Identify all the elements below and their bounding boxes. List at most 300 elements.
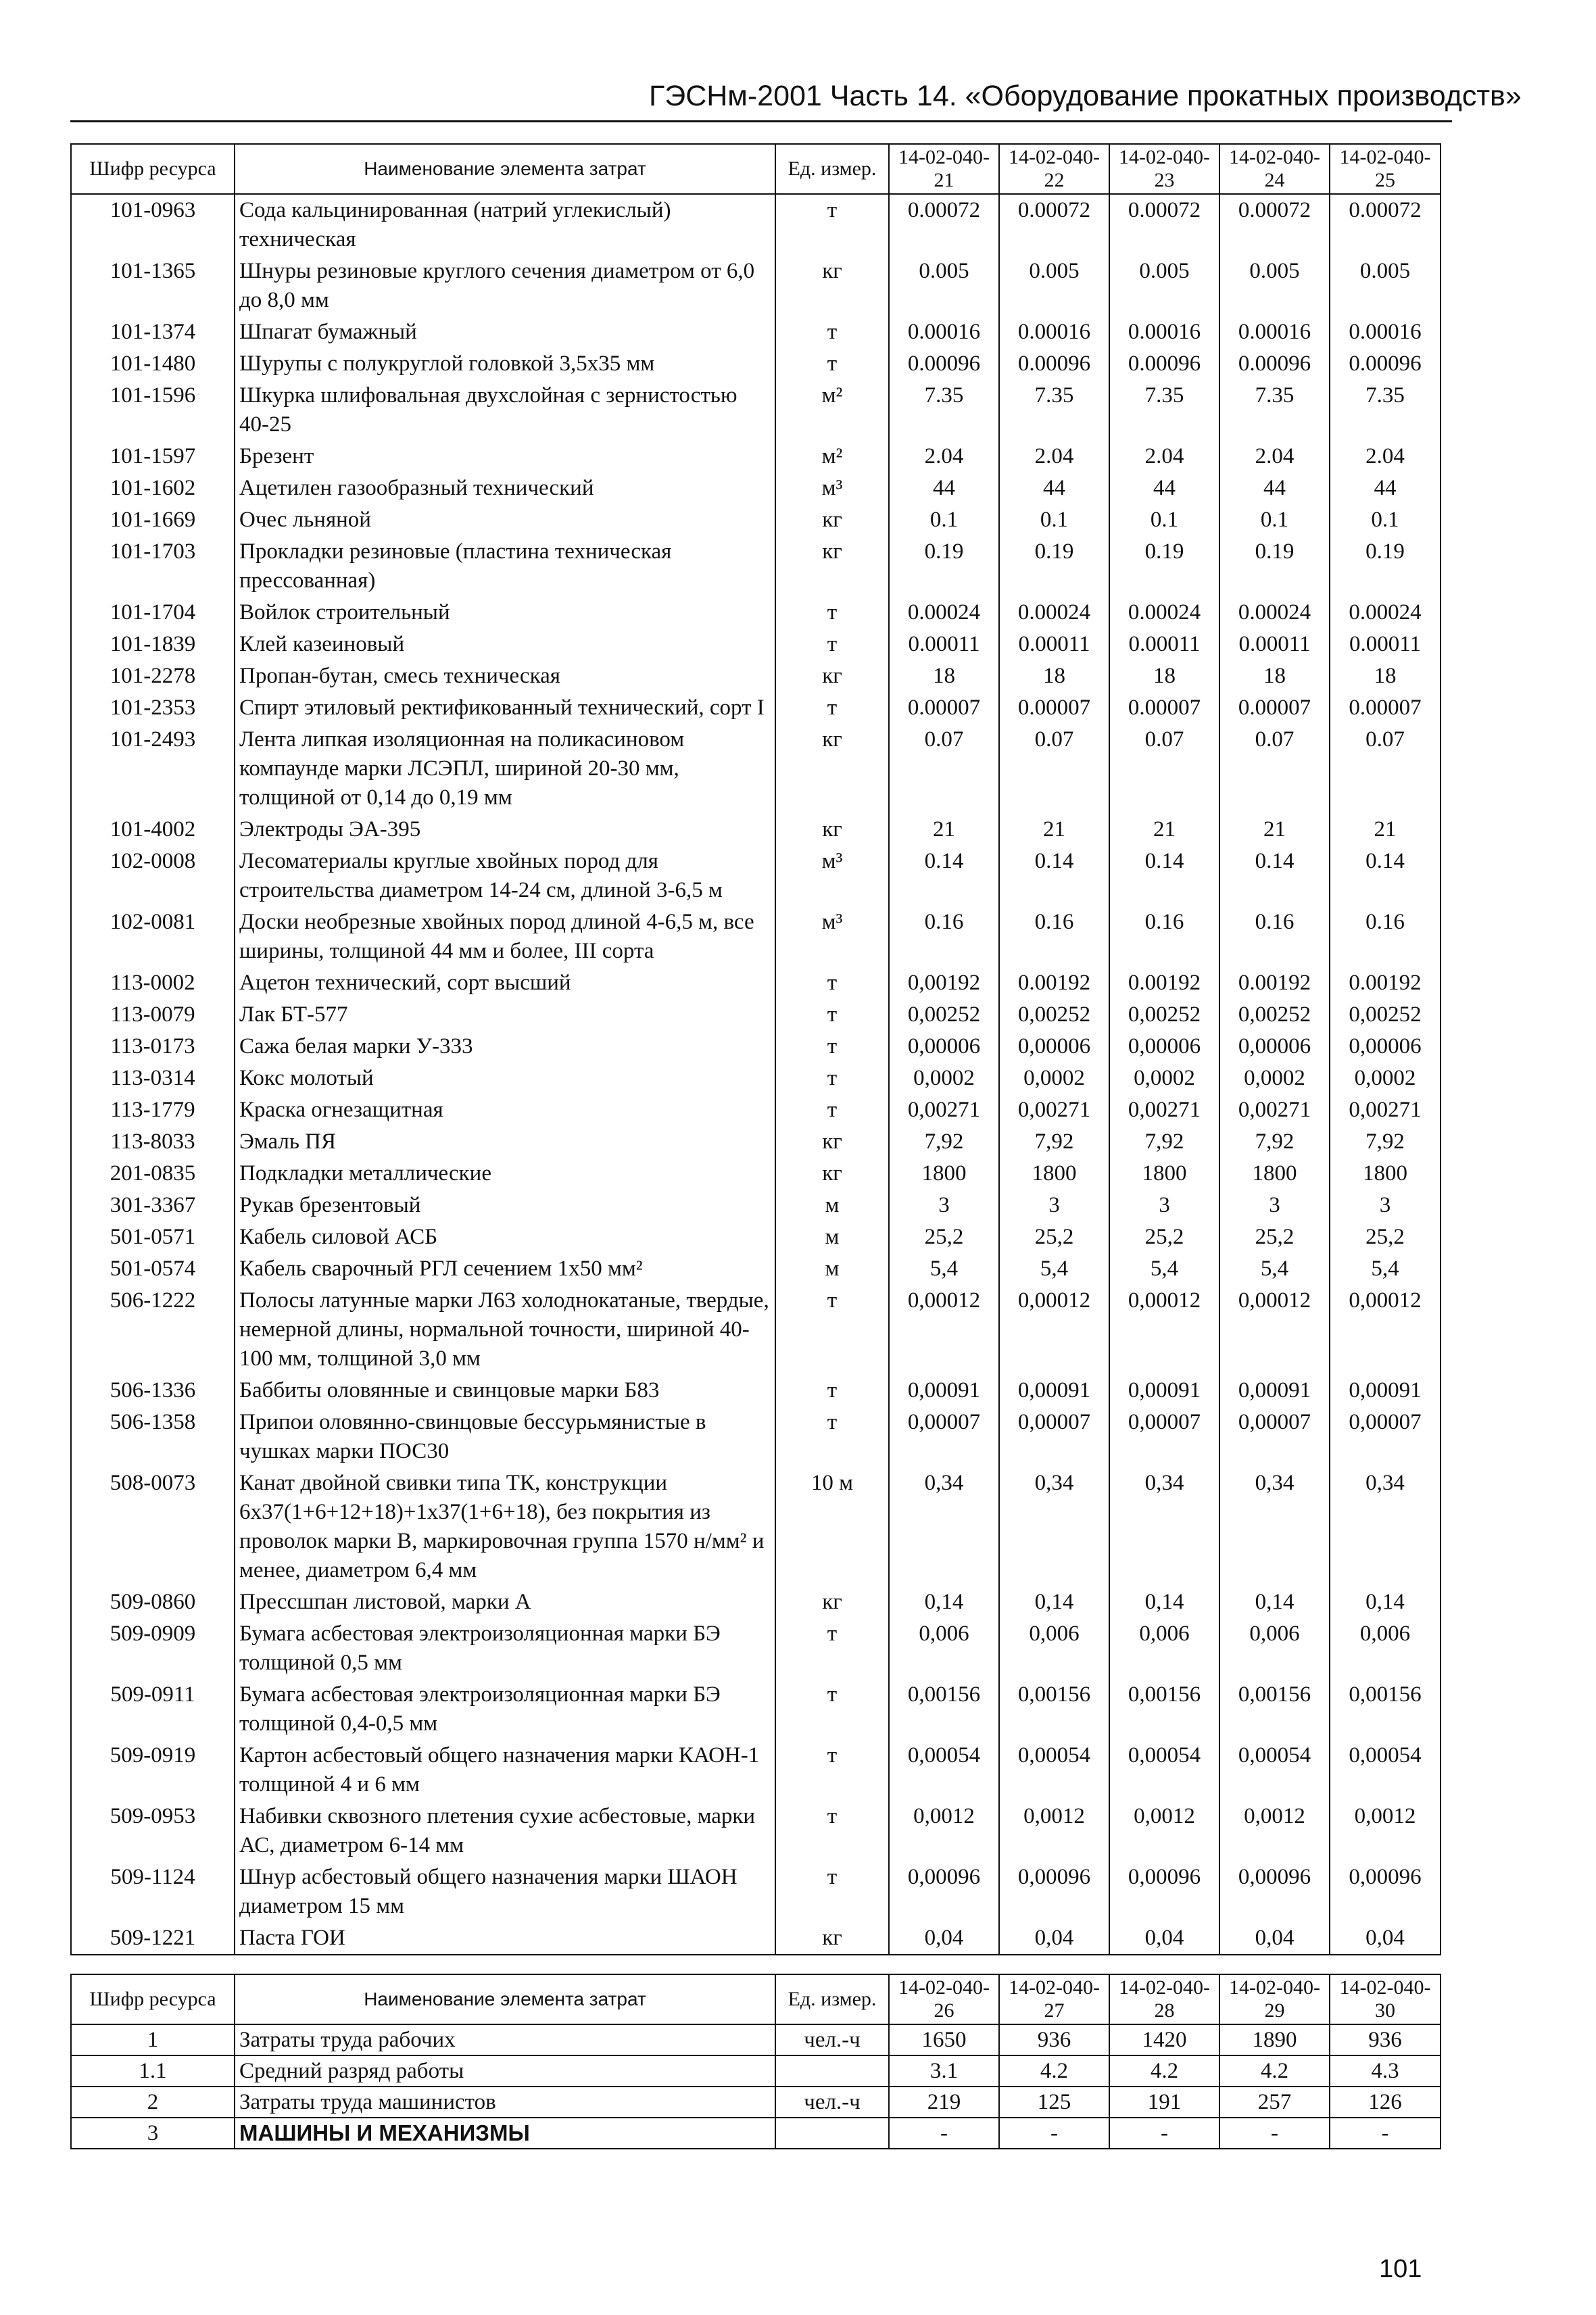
value-col-5: 0,00012: [1330, 1285, 1441, 1375]
resource-unit: кг: [775, 1126, 889, 1158]
value-col-1: 0.00011: [889, 629, 999, 660]
resource-unit: т: [775, 1375, 889, 1407]
value-col-1: 0,00012: [889, 1285, 999, 1375]
value-col-5: 0.19: [1330, 536, 1441, 597]
value-col-2: 0.00096: [999, 348, 1109, 380]
value-col-2: 25,2: [999, 1221, 1109, 1253]
resource-name: Паста ГОИ: [235, 1922, 775, 1955]
resource-name: Шнур асбестовый общего назначения марки ШАОН диаметром 15 мм: [235, 1861, 775, 1922]
resource-name: Клей казеиновый: [235, 629, 775, 660]
resource-code: 101-1602: [71, 472, 235, 504]
header-code: Шифр ресурса: [71, 1974, 235, 2024]
value-col-3: 0.005: [1109, 255, 1219, 316]
value-col-3: 0,0012: [1109, 1801, 1219, 1861]
resource-code: 101-2278: [71, 660, 235, 692]
value-col-5: 1800: [1330, 1158, 1441, 1190]
value-col-4: 0,006: [1219, 1618, 1330, 1679]
table-row: [71, 724, 1441, 814]
value-col-5: 7.35: [1330, 380, 1441, 441]
resource-code: 301-3367: [71, 1190, 235, 1221]
value-col-2: 0.19: [999, 536, 1109, 597]
value-col-1: 0,0012: [889, 1801, 999, 1861]
resource-unit: т: [775, 1801, 889, 1861]
table-row: [71, 1922, 1441, 1955]
value-col-4: 0,00096: [1219, 1861, 1330, 1922]
value-col-5: 44: [1330, 472, 1441, 504]
value-col-1: 0,04: [889, 1922, 999, 1955]
resource-code: 3: [71, 2118, 235, 2149]
value-col-5: 0.00192: [1330, 967, 1441, 999]
value-col-2: 5,4: [999, 1253, 1109, 1285]
value-col-4: 0.00016: [1219, 316, 1330, 348]
value-col-2: 0,00091: [999, 1375, 1109, 1407]
table-row: [71, 380, 1441, 441]
resource-name: Шурупы с полукруглой головкой 3,5х35 мм: [235, 348, 775, 380]
table-row: [71, 1586, 1441, 1618]
value-col-4: 0,00252: [1219, 999, 1330, 1031]
value-col-2: 0.00011: [999, 629, 1109, 660]
value-col-3: 0.00011: [1109, 629, 1219, 660]
value-col-4: 0.1: [1219, 504, 1330, 536]
value-col-3: 0,00252: [1109, 999, 1219, 1031]
resource-name: Набивки сквозного плетения сухие асбестовые, марки АС, диаметром 6-14 мм: [235, 1801, 775, 1861]
value-col-1: 3: [889, 1190, 999, 1221]
value-col-3: 1800: [1109, 1158, 1219, 1190]
value-col-4: 7,92: [1219, 1126, 1330, 1158]
header-name: Наименование элемента затрат: [235, 1974, 775, 2024]
resource-unit: т: [775, 1094, 889, 1126]
header-col-1: 14-02-040-26: [889, 1974, 999, 2024]
resource-unit: 10 м: [775, 1467, 889, 1586]
value-col-2: 0,00012: [999, 1285, 1109, 1375]
resource-code: 509-0953: [71, 1801, 235, 1861]
value-col-2: 18: [999, 660, 1109, 692]
value-col-1: 25,2: [889, 1221, 999, 1253]
value-col-1: 0,006: [889, 1618, 999, 1679]
value-col-4: 257: [1219, 2087, 1330, 2118]
value-col-5: 0.14: [1330, 846, 1441, 906]
resource-unit: т: [775, 692, 889, 724]
value-col-4: 0.00192: [1219, 967, 1330, 999]
value-col-5: 0,00091: [1330, 1375, 1441, 1407]
value-col-4: 0.00011: [1219, 629, 1330, 660]
value-col-4: 0,00156: [1219, 1679, 1330, 1740]
value-col-2: 0,34: [999, 1467, 1109, 1586]
resource-code: 508-0073: [71, 1467, 235, 1586]
table-row: [71, 1221, 1441, 1253]
resource-code: 1.1: [71, 2055, 235, 2087]
value-col-1: 0,00091: [889, 1375, 999, 1407]
resource-unit: т: [775, 629, 889, 660]
resource-name: Электроды ЭА-395: [235, 814, 775, 846]
value-col-3: 25,2: [1109, 1221, 1219, 1253]
resource-name: Бумага асбестовая электроизоляционная марки БЭ толщиной 0,4-0,5 мм: [235, 1679, 775, 1740]
value-col-1: 0,00007: [889, 1407, 999, 1467]
resource-code: 101-0963: [71, 194, 235, 255]
resource-code: 113-1779: [71, 1094, 235, 1126]
header-col-5: 14-02-040-25: [1330, 144, 1441, 194]
value-col-5: 0,00252: [1330, 999, 1441, 1031]
resource-name: Полосы латунные марки Л63 холоднокатаные, твердые, немерной длины, нормальной точности, шириной 40-100 мм, толщиной 3,0 мм: [235, 1285, 775, 1375]
value-col-2: 21: [999, 814, 1109, 846]
table-row: [71, 2055, 1441, 2087]
value-col-5: 0,00007: [1330, 1407, 1441, 1467]
value-col-2: 0,0012: [999, 1801, 1109, 1861]
resource-code: 101-1597: [71, 441, 235, 472]
resource-name: Баббиты оловянные и свинцовые марки Б83: [235, 1375, 775, 1407]
value-col-3: 0,14: [1109, 1586, 1219, 1618]
value-col-2: 2.04: [999, 441, 1109, 472]
value-col-2: 1800: [999, 1158, 1109, 1190]
resource-code: 101-1704: [71, 597, 235, 629]
resource-name: МАШИНЫ И МЕХАНИЗМЫ: [235, 2118, 775, 2149]
value-col-5: 0,00271: [1330, 1094, 1441, 1126]
resource-name: Рукав брезентовый: [235, 1190, 775, 1221]
value-col-3: 0.07: [1109, 724, 1219, 814]
value-col-2: 936: [999, 2024, 1109, 2055]
table-row: [71, 1031, 1441, 1063]
value-col-1: 2.04: [889, 441, 999, 472]
resource-code: 2: [71, 2087, 235, 2118]
table-row: [71, 255, 1441, 316]
value-col-2: 125: [999, 2087, 1109, 2118]
value-col-1: 7,92: [889, 1126, 999, 1158]
header-col-3: 14-02-040-23: [1109, 144, 1219, 194]
resource-unit: м: [775, 1221, 889, 1253]
value-col-1: 0,34: [889, 1467, 999, 1586]
resource-unit: м²: [775, 441, 889, 472]
value-col-3: 0.00192: [1109, 967, 1219, 999]
value-col-5: 0.16: [1330, 906, 1441, 967]
table-row: [71, 1740, 1441, 1801]
resource-name: Шнуры резиновые круглого сечения диаметром от 6,0 до 8,0 мм: [235, 255, 775, 316]
resource-name: Бумага асбестовая электроизоляционная марки БЭ толщиной 0,5 мм: [235, 1618, 775, 1679]
value-col-5: 25,2: [1330, 1221, 1441, 1253]
value-col-2: 0.00024: [999, 597, 1109, 629]
value-col-5: 0.00072: [1330, 194, 1441, 255]
value-col-4: 0.00072: [1219, 194, 1330, 255]
resource-unit: т: [775, 1861, 889, 1922]
header-col-4: 14-02-040-29: [1219, 1974, 1330, 2024]
table-row: [71, 1063, 1441, 1094]
value-col-4: 44: [1219, 472, 1330, 504]
value-col-3: 0,00006: [1109, 1031, 1219, 1063]
value-col-3: 0,00054: [1109, 1740, 1219, 1801]
value-col-3: 0.00096: [1109, 348, 1219, 380]
table-row: [71, 1126, 1441, 1158]
value-col-4: 0,0002: [1219, 1063, 1330, 1094]
resource-unit: чел.-ч: [775, 2024, 889, 2055]
resource-name: Очес льняной: [235, 504, 775, 536]
value-col-3: 44: [1109, 472, 1219, 504]
value-col-3: 0.16: [1109, 906, 1219, 967]
resource-name: Кокс молотый: [235, 1063, 775, 1094]
value-col-1: -: [889, 2118, 999, 2149]
table-row: [71, 660, 1441, 692]
resource-unit: кг: [775, 724, 889, 814]
resource-name: Сода кальцинированная (натрий углекислый) техническая: [235, 194, 775, 255]
resource-code: 101-1374: [71, 316, 235, 348]
resource-code: 509-0911: [71, 1679, 235, 1740]
value-col-4: 0,00091: [1219, 1375, 1330, 1407]
resource-code: 101-2353: [71, 692, 235, 724]
value-col-3: 0,04: [1109, 1922, 1219, 1955]
resource-name: Прокладки резиновые (пластина техническая прессованная): [235, 536, 775, 597]
value-col-2: 0.00072: [999, 194, 1109, 255]
resource-name: Затраты труда машинистов: [235, 2087, 775, 2118]
value-col-2: 3: [999, 1190, 1109, 1221]
value-col-5: 0,04: [1330, 1922, 1441, 1955]
resource-name: Кабель силовой АСБ: [235, 1221, 775, 1253]
value-col-1: 0.00072: [889, 194, 999, 255]
value-col-1: 0.19: [889, 536, 999, 597]
value-col-3: 0.00024: [1109, 597, 1219, 629]
value-col-1: 0,00271: [889, 1094, 999, 1126]
value-col-2: -: [999, 2118, 1109, 2149]
resource-name: Брезент: [235, 441, 775, 472]
resource-code: 113-0079: [71, 999, 235, 1031]
value-col-3: 1420: [1109, 2024, 1219, 2055]
resource-name: Лак БТ-577: [235, 999, 775, 1031]
header-col-1: 14-02-040-21: [889, 144, 999, 194]
value-col-1: 0.1: [889, 504, 999, 536]
page-number: 101: [1379, 2255, 1422, 2283]
resource-name: Войлок строительный: [235, 597, 775, 629]
value-col-5: 0,34: [1330, 1467, 1441, 1586]
resource-code: 506-1336: [71, 1375, 235, 1407]
table-header-row: [71, 1974, 1441, 2024]
resource-code: 113-0173: [71, 1031, 235, 1063]
resource-code: 509-0919: [71, 1740, 235, 1801]
resource-name: Лесоматериалы круглые хвойных пород для строительства диаметром 14-24 см, длиной 3-6,5 м: [235, 846, 775, 906]
value-col-5: 0,006: [1330, 1618, 1441, 1679]
value-col-5: 0.1: [1330, 504, 1441, 536]
header-col-3: 14-02-040-28: [1109, 1974, 1219, 2024]
header-col-5: 14-02-040-30: [1330, 1974, 1441, 2024]
resource-code: 113-0002: [71, 967, 235, 999]
value-col-1: 5,4: [889, 1253, 999, 1285]
value-col-2: 0.00007: [999, 692, 1109, 724]
value-col-4: 5,4: [1219, 1253, 1330, 1285]
value-col-3: 0.14: [1109, 846, 1219, 906]
resource-unit: кг: [775, 1158, 889, 1190]
value-col-2: 0,00096: [999, 1861, 1109, 1922]
value-col-3: 0,00007: [1109, 1407, 1219, 1467]
value-col-3: 2.04: [1109, 441, 1219, 472]
resource-unit: т: [775, 1063, 889, 1094]
value-col-5: 0,0002: [1330, 1063, 1441, 1094]
value-col-3: 0,00271: [1109, 1094, 1219, 1126]
resource-name: Доски необрезные хвойных пород длиной 4-6,5 м, все ширины, толщиной 44 мм и более, III сорта: [235, 906, 775, 967]
resource-code: 509-1221: [71, 1922, 235, 1955]
value-col-1: 0,14: [889, 1586, 999, 1618]
table-row: [71, 504, 1441, 536]
resource-unit: т: [775, 999, 889, 1031]
resource-unit: кг: [775, 504, 889, 536]
value-col-2: 0,00252: [999, 999, 1109, 1031]
value-col-1: 18: [889, 660, 999, 692]
value-col-4: 7.35: [1219, 380, 1330, 441]
value-col-3: 18: [1109, 660, 1219, 692]
value-col-5: 126: [1330, 2087, 1441, 2118]
header-col-2: 14-02-040-22: [999, 144, 1109, 194]
value-col-5: 936: [1330, 2024, 1441, 2055]
resource-name: Прессшпан листовой, марки А: [235, 1586, 775, 1618]
value-col-2: 0,00006: [999, 1031, 1109, 1063]
value-col-4: 3: [1219, 1190, 1330, 1221]
value-col-2: 0.07: [999, 724, 1109, 814]
value-col-3: 21: [1109, 814, 1219, 846]
value-col-3: 7.35: [1109, 380, 1219, 441]
resource-name: Затраты труда рабочих: [235, 2024, 775, 2055]
resource-name: Средний разряд работы: [235, 2055, 775, 2087]
value-col-1: 0.07: [889, 724, 999, 814]
resource-code: 506-1222: [71, 1285, 235, 1375]
resource-name: Подкладки металлические: [235, 1158, 775, 1190]
value-col-1: 0,00054: [889, 1740, 999, 1801]
value-col-4: 0,14: [1219, 1586, 1330, 1618]
value-col-2: 7,92: [999, 1126, 1109, 1158]
resource-name: Пропан-бутан, смесь техническая: [235, 660, 775, 692]
value-col-1: 0,0002: [889, 1063, 999, 1094]
resource-code: 101-1365: [71, 255, 235, 316]
resource-unit: кг: [775, 660, 889, 692]
value-col-2: 0,04: [999, 1922, 1109, 1955]
resource-unit: [775, 2118, 889, 2149]
value-col-1: 44: [889, 472, 999, 504]
value-col-4: 0,0012: [1219, 1801, 1330, 1861]
table-row: [71, 2087, 1441, 2118]
resource-unit: т: [775, 1679, 889, 1740]
value-col-5: 0,00156: [1330, 1679, 1441, 1740]
value-col-4: 0.00096: [1219, 348, 1330, 380]
resource-unit: т: [775, 1740, 889, 1801]
value-col-3: 191: [1109, 2087, 1219, 2118]
value-col-5: 0.00007: [1330, 692, 1441, 724]
header-name: Наименование элемента затрат: [235, 144, 775, 194]
value-col-5: 0,00006: [1330, 1031, 1441, 1063]
resource-unit: м: [775, 1253, 889, 1285]
resource-name: Лента липкая изоляционная на поликасиновом компаунде марки ЛСЭПЛ, шириной 20-30 мм, толщиной от 0,14 до 0,19 мм: [235, 724, 775, 814]
value-col-2: 0,00271: [999, 1094, 1109, 1126]
resource-code: 101-1839: [71, 629, 235, 660]
resource-code: 101-1703: [71, 536, 235, 597]
table-row: [71, 1407, 1441, 1467]
table-row: [71, 348, 1441, 380]
value-col-5: 0.00016: [1330, 316, 1441, 348]
resource-code: 201-0835: [71, 1158, 235, 1190]
table-row: [71, 1158, 1441, 1190]
value-col-4: 1890: [1219, 2024, 1330, 2055]
table-row: [71, 692, 1441, 724]
value-col-5: 2.04: [1330, 441, 1441, 472]
resource-name: Краска огнезащитная: [235, 1094, 775, 1126]
resources-table: [70, 143, 1441, 1955]
resource-unit: т: [775, 1407, 889, 1467]
resource-unit: т: [775, 1618, 889, 1679]
table-row: [71, 1094, 1441, 1126]
table-row: [71, 2024, 1441, 2055]
value-col-5: -: [1330, 2118, 1441, 2149]
resource-code: 101-4002: [71, 814, 235, 846]
value-col-4: 0,04: [1219, 1922, 1330, 1955]
value-col-5: 4.3: [1330, 2055, 1441, 2087]
value-col-4: 0,00012: [1219, 1285, 1330, 1375]
value-col-2: 0.16: [999, 906, 1109, 967]
value-col-2: 0,00156: [999, 1679, 1109, 1740]
resource-code: 509-0909: [71, 1618, 235, 1679]
resource-code: 509-0860: [71, 1586, 235, 1618]
value-col-3: 0,00012: [1109, 1285, 1219, 1375]
value-col-1: 21: [889, 814, 999, 846]
resource-code: 101-1596: [71, 380, 235, 441]
resource-unit: м³: [775, 846, 889, 906]
value-col-3: 4.2: [1109, 2055, 1219, 2087]
value-col-4: 0.19: [1219, 536, 1330, 597]
resource-code: 101-2493: [71, 724, 235, 814]
table-row: [71, 1861, 1441, 1922]
value-col-3: 0.19: [1109, 536, 1219, 597]
value-col-5: 18: [1330, 660, 1441, 692]
resource-name: Шпагат бумажный: [235, 316, 775, 348]
table-row: [71, 194, 1441, 255]
resource-name: Припои оловянно-свинцовые бессурьмянистые в чушках марки ПОС30: [235, 1407, 775, 1467]
value-col-1: 0,00006: [889, 1031, 999, 1063]
value-col-3: -: [1109, 2118, 1219, 2149]
resource-unit: м²: [775, 380, 889, 441]
value-col-3: 7,92: [1109, 1126, 1219, 1158]
header-col-4: 14-02-040-24: [1219, 144, 1330, 194]
value-col-4: 2.04: [1219, 441, 1330, 472]
value-col-4: 25,2: [1219, 1221, 1330, 1253]
resource-name: Ацетилен газообразный технический: [235, 472, 775, 504]
header-code: Шифр ресурса: [71, 144, 235, 194]
value-col-3: 0.00007: [1109, 692, 1219, 724]
value-col-3: 0,00156: [1109, 1679, 1219, 1740]
value-col-3: 3: [1109, 1190, 1219, 1221]
value-col-2: 0.005: [999, 255, 1109, 316]
value-col-5: 0,00054: [1330, 1740, 1441, 1801]
value-col-1: 0.00016: [889, 316, 999, 348]
table-row: [71, 999, 1441, 1031]
value-col-3: 0,00096: [1109, 1861, 1219, 1922]
value-col-4: 0,00007: [1219, 1407, 1330, 1467]
value-col-4: 0.16: [1219, 906, 1330, 967]
table-row: [71, 536, 1441, 597]
value-col-3: 0.00016: [1109, 316, 1219, 348]
table-row: [71, 1801, 1441, 1861]
table-header-row: [71, 144, 1441, 194]
resource-unit: кг: [775, 536, 889, 597]
value-col-5: 0.005: [1330, 255, 1441, 316]
value-col-1: 0,00252: [889, 999, 999, 1031]
table-row: [71, 814, 1441, 846]
value-col-4: 0.00007: [1219, 692, 1330, 724]
resource-code: 102-0008: [71, 846, 235, 906]
resource-code: 113-8033: [71, 1126, 235, 1158]
value-col-1: 0.00096: [889, 348, 999, 380]
resource-unit: кг: [775, 1586, 889, 1618]
resource-code: 509-1124: [71, 1861, 235, 1922]
resource-code: 501-0571: [71, 1221, 235, 1253]
resource-unit: т: [775, 1031, 889, 1063]
resource-unit: т: [775, 194, 889, 255]
value-col-1: 0.16: [889, 906, 999, 967]
table-row: [71, 1253, 1441, 1285]
value-col-3: 0,34: [1109, 1467, 1219, 1586]
value-col-1: 7.35: [889, 380, 999, 441]
value-col-2: 0.00192: [999, 967, 1109, 999]
